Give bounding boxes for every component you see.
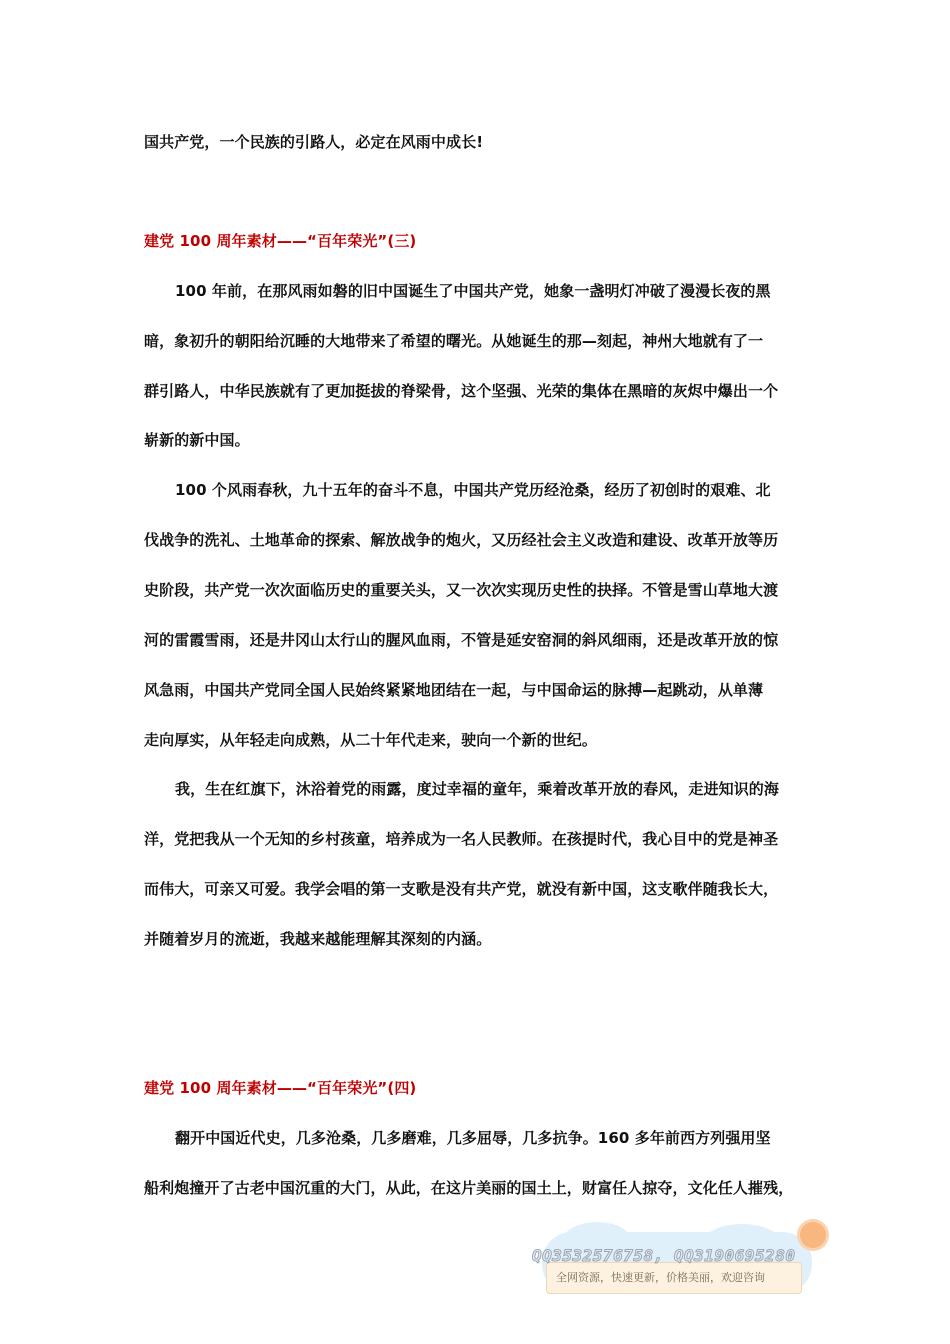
paragraph-line: 暗，象初升的朝阳给沉睡的大地带来了希望的曙光。从她诞生的那—刻起，神州大地就有了一 xyxy=(144,332,764,350)
paragraph-line: 洋，党把我从一个无知的乡村孩童，培养成为一名人民教师。在孩提时代，我心目中的党是神圣 xyxy=(144,830,779,848)
paragraph-line: 而伟大，可亲又可爱。我学会唱的第一支歌是没有共产党，就没有新中国，这支歌伴随我长大， xyxy=(144,880,779,898)
paragraph-line: 100 个风雨春秋，九十五年的奋斗不息，中国共产党历经沧桑，经历了初创时的艰难、北 xyxy=(175,481,771,499)
paragraph-line: 国共产党，一个民族的引路人，必定在风雨中成长! xyxy=(144,133,484,151)
paragraph-line: 船利炮撞开了古老中国沉重的大门，从此，在这片美丽的国土上，财富任人掠夺，文化任人摧残， xyxy=(144,1179,794,1197)
paragraph-line: 史阶段，共产党一次次面临历史的重要关头，又一次次实现历史性的抉择。不管是雪山草地大渡 xyxy=(144,581,779,599)
paragraph-line: 伐战争的洗礼、土地革命的探索、解放战争的炮火，又历经社会主义改造和建设、改革开放等历 xyxy=(144,531,779,549)
sun-icon xyxy=(800,1222,826,1248)
paragraph-line: 100 年前，在那风雨如磐的旧中国诞生了中国共产党，她象一盏明灯冲破了漫漫长夜的黑 xyxy=(175,282,771,300)
paragraph-line: 我，生在红旗下，沐浴着党的雨露，度过幸福的童年，乘着改革开放的春风，走进知识的海 xyxy=(175,780,780,798)
paragraph-line: 并随着岁月的流逝，我越来越能理解其深刻的内涵。 xyxy=(144,930,492,948)
paragraph-line: 翻开中国近代史，几多沧桑，几多磨难，几多屈辱，几多抗争。160 多年前西方列强用坚 xyxy=(175,1129,771,1147)
paragraph-line: 走向厚实，从年轻走向成熟，从二十年代走来，驶向一个新的世纪。 xyxy=(144,731,598,749)
paragraph-line: 河的雷霞雪雨，还是井冈山太行山的腥风血雨，不管是延安窑洞的斜风细雨，还是改革开放的惊 xyxy=(144,631,779,649)
watermark-contact: QQ3532576758, QQ3190695280 xyxy=(532,1246,796,1265)
watermark xyxy=(532,1222,832,1302)
paragraph-line: 崭新的新中国。 xyxy=(144,431,250,449)
section-heading: 建党 100 周年素材——“百年荣光”(三) xyxy=(144,232,417,250)
paragraph-line: 群引路人，中华民族就有了更加挺拔的脊梁骨，这个坚强、光荣的集体在黑暗的灰烬中爆出一个 xyxy=(144,382,779,400)
paragraph-line: 风急雨，中国共产党同全国人民始终紧紧地团结在一起，与中国命运的脉搏—起跳动，从单薄 xyxy=(144,681,764,699)
section-heading: 建党 100 周年素材——“百年荣光”(四) xyxy=(144,1079,417,1097)
watermark-slogan: 全网资源，快速更新，价格美丽，欢迎咨询 xyxy=(556,1271,765,1284)
